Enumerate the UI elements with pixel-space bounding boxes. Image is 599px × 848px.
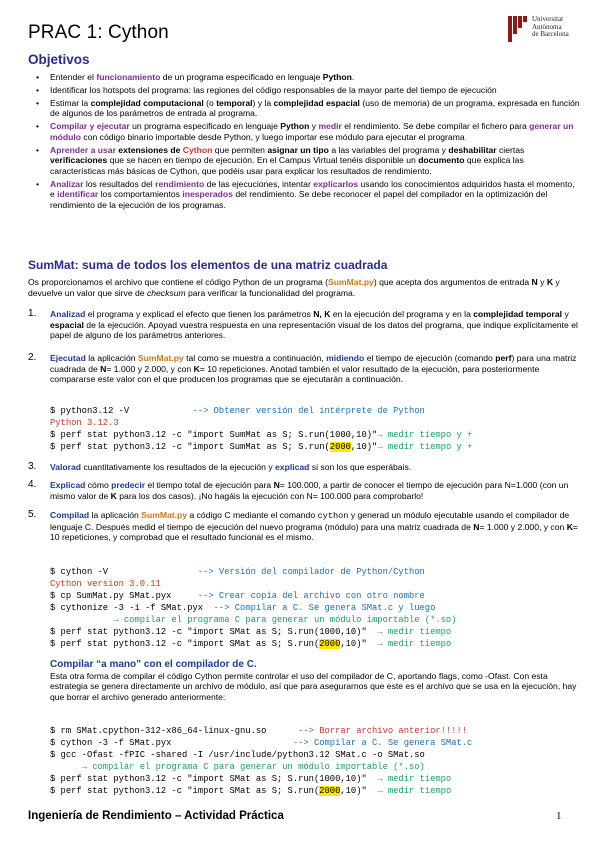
uab-logo-icon (508, 16, 528, 42)
summat-intro: Os proporcionamos el archivo que contiene el código Python de un programa (SumMat.py) que acepta dos argumentos de entrada N y K y devuelve un valor que sirve de checksum para verificar la funcionalidad del programa. (28, 277, 560, 298)
manual-compile-heading: Compilar “a mano” con el compilador de C. (50, 659, 257, 670)
objective-item: • Estimar la complejidad computacional (o temporal) y la complejidad espacial (uso de memoria) de un programa, expresada en función de algunos de los parámetros de entrada al programa. (28, 98, 580, 119)
step-3: 3. Valorad cuantitativamente los resultados de la ejecución y explicad si son los que esperábais. (28, 461, 412, 472)
code-line: $ perf stat python3.12 -c "import SMat as S; S.run(1000,10)" → medir tiempo (50, 774, 452, 784)
objective-item: • Identificar los hotspots del programa: las regiones del código responsables de la mayor parte del tiempo de ejecución (28, 85, 580, 96)
logo-text: Universitat Autònoma de Barcelona (532, 15, 569, 39)
code-line: $ cp SumMat.py SMat.pyx --> Crear copia del archivo con otro nombre (50, 591, 425, 601)
code-line: $ perf stat python3.12 -c "import SMat as S; S.run(2000,10)" → medir tiempo (50, 639, 452, 649)
step-5: 5. Compilad la aplicación SumMat.py a código C mediante el comando cython y generad un módulo ejecutable usando el compilador de lenguaje C. Después medid el tiempo de ejecución del nuevo programa (módulo) para una matriz cuadrada de N= 1.000 y 2.000, y con K= 10 repeticiones, y comprobad que el resultado funcional es el mismo. (28, 509, 578, 543)
code-block-3 (50, 713, 472, 821)
code-line: $ gcc -Ofast -fPIC -shared -I /usr/include/python3.12 SMat.c -o SMat.so (50, 750, 425, 760)
code-line: Cython version 3.0.11 (50, 579, 161, 589)
code-line: Python 3.12.3 (50, 418, 119, 428)
step-1: 1. Analizad el programa y explicad el efecto que tienen los parámetros N, K en la ejecución del programa y en la complejidad temporal y espacial de la ejecución. Apoyad vuestra respuesta en una representación visual de los datos del programa, que indique explícitamente el papel de alguno de los parámetros anteriores. (28, 308, 578, 341)
manual-compile-section (50, 660, 580, 702)
code-line: $ perf stat python3.12 -c "import SumMat as S; S.run(1000,10)"→ medir tiempo y + (50, 430, 473, 440)
step-2: 2. Ejecutad la aplicación SumMat.py tal como se muestra a continuación, midiendo el tiempo de ejecución (comando perf) para una matriz cuadrada de N= 1.000 y 2.000, y con K= 10 repeticiones. Anotad también el valor resultado de la ejecución, para posteriormente compararse este valor con el que producen los programas que se ejecutarán a continuación. (28, 352, 577, 385)
summat-heading: SumMat: suma de todos los elementos de una matriz cuadrada (28, 258, 388, 272)
code-line: $ cythonize -3 -i -f SMat.pyx --> Compilar a C. Se genera SMat.c y luego (50, 603, 436, 613)
objectives-list (28, 72, 580, 213)
step-4: 4. Explicad cómo predecir el tiempo total de ejecución para N= 100.000, a partir de conocer el tiempo de ejecución para N=1.000 (con un mismo valor de K para los dos casos). ¡No hagáis la ejecución con N= 100.000 para comprobarlo! (28, 479, 569, 501)
code-line: $ perf stat python3.12 -c "import SumMat as S; S.run(2000,10)"→ medir tiempo y + (50, 442, 473, 452)
code-line: → compilar el programa C para generar un módulo importable (*.so) (50, 762, 425, 772)
code-line: $ perf stat python3.12 -c "import SMat as S; S.run(2000,10)" → medir tiempo (50, 786, 452, 796)
code-line: $ perf stat python3.12 -c "import SMat as S; S.run(1000,10)" → medir tiempo (50, 627, 452, 637)
code-line: $ rm SMat.cpython-312-x86_64-linux-gnu.so --> Borrar archivo anterior!!!!! (50, 726, 468, 736)
code-block-2 (50, 554, 456, 674)
objective-item: • Analizar los resultados del rendimiento de las ejecuciones, intentar explicarlos usando los conocimientos adquiridos hasta el momento, e identificar los comportamientos inesperados del rendimiento. Se debe reconocer el papel del compilador en la optimización del rendimiento de la ejecución de los programas. (28, 179, 580, 211)
page-title: PRAC 1: Cython (28, 22, 169, 43)
code-line: → compilar el programa C para generar un módulo importable (*.so) (50, 615, 457, 625)
footer-text: Ingeniería de Rendimiento – Actividad Práctica (28, 810, 284, 822)
manual-compile-text: Esta otra forma de compilar el código Cython permite controlar el uso del compilador de C, aportando flags, como -Ofast. Con esta estrategia se genera directamente un archivo de módulo, así que para asegurarnos que este es el archivo que se usa en la ejecución, hay que borrar el archivo generado anteriormente: (50, 670, 577, 702)
code-line: $ cython -3 -f SMat.pyx --> Compilar a C. Se genera SMat.c (50, 738, 473, 748)
objective-item: • Compilar y ejecutar un programa especificado en lenguaje Python y medir el rendimiento. Se debe compilar el fichero para generar un módulo con código binario importable desde Python, y luego importar ese módulo para ejecutar el programa (28, 121, 580, 142)
objective-item: • Aprender a usar extensiones de Cython que permiten asignar un tipo a las variables del programa y deshabilitar ciertas verificaciones que se hacen en tiempo de ejecución. En el Campus Virtual tenéis disponible un documento que explica las características más básicas de Cython, que podéis usar para explicar los resultados de rendimiento. (28, 145, 580, 177)
university-logo (508, 16, 580, 46)
code-line: $ python3.12 -V --> Obtener versión del intérprete de Python (50, 406, 425, 416)
code-line: $ cython -V --> Versión del compilador de Python/Cython (50, 567, 425, 577)
objectives-heading: Objetivos (28, 52, 90, 67)
objective-item: • Entender el funcionamiento de un programa especificado en lenguaje Python. (28, 72, 580, 83)
page-number: 1 (556, 810, 562, 822)
